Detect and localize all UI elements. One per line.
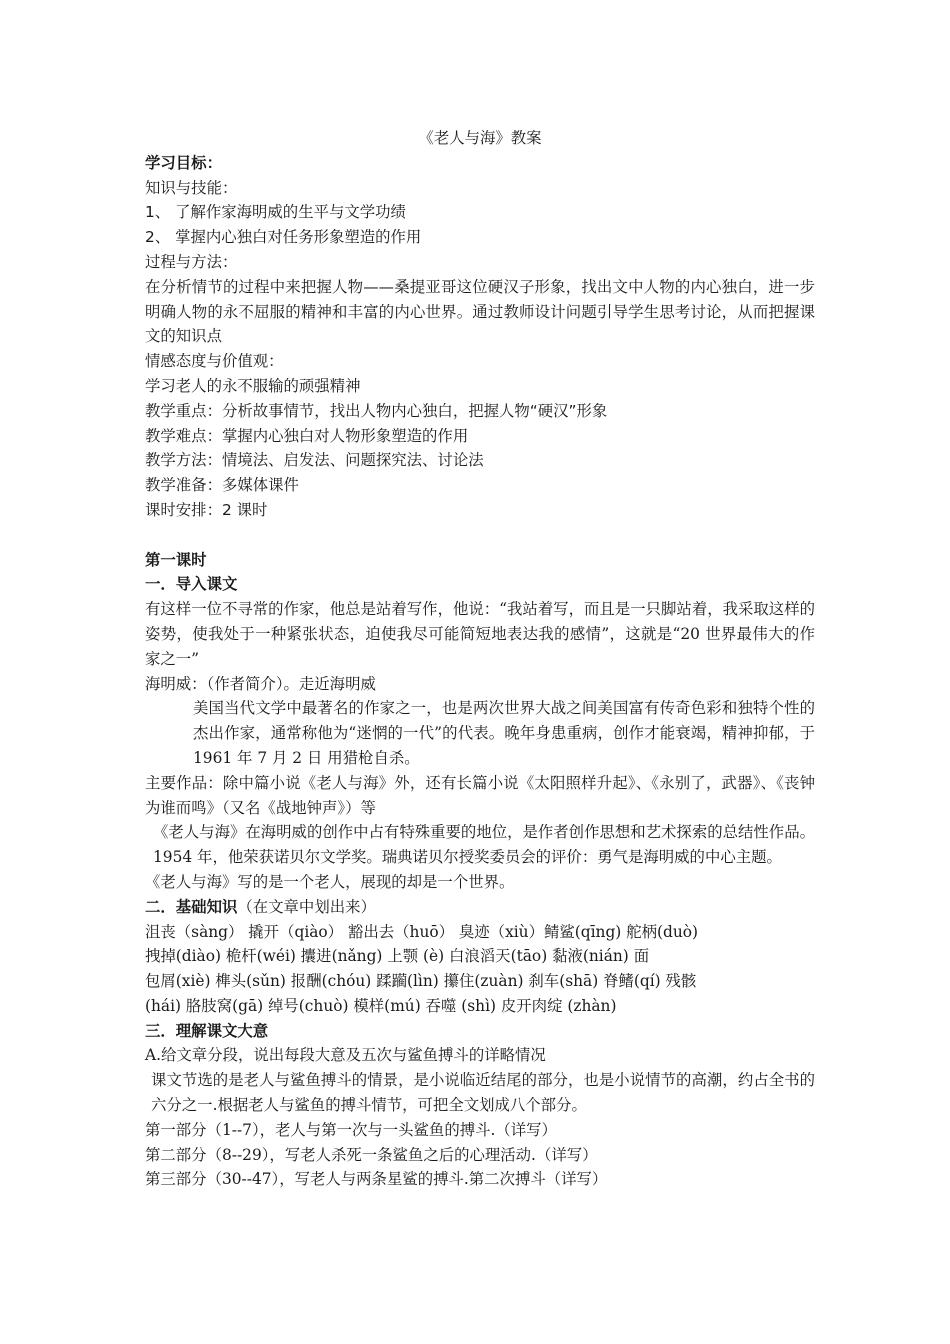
spacer xyxy=(145,523,815,548)
major-works: 主要作品：除中篇小说《老人与海》外，还有长篇小说《太阳照样升起》、《永别了，武器》、《丧钟为谁而鸣》（又名《战地钟声》）等 xyxy=(145,773,815,817)
intro-paragraph: 有这样一位不寻常的作家，他总是站着写作，他说：“我站着写，而且是一只脚站着，我采取这样的姿势，使我处于一种紧张状态，迫使我尽可能简短地表达我的感情”，这就是“20 世界最伟大的作家之一” xyxy=(145,600,815,668)
author-bio: 美国当代文学中最著名的作家之一，也是两次世界大战之间美国富有传奇色彩和独特个性的杰出作家，通常称他为“迷惘的一代”的代表。晚年身患重病，创作才能衰竭，精神抑郁，于 1961 年 7 月 2 日 用猎枪自杀。 xyxy=(193,699,815,767)
schedule: 课时安排：2 课时 xyxy=(145,500,268,519)
knowledge-item-1: 1、 了解作家海明威的生平与文学功绩 xyxy=(145,203,406,222)
section2-heading-line xyxy=(145,895,815,920)
section2-heading: 二．基础知识 xyxy=(145,897,238,916)
part-2: 第二部分（8--29），写老人杀死一条鲨鱼之后的心理活动.（详写） xyxy=(145,1145,598,1164)
author-line: 海明威：（作者简介）。走近海明威 xyxy=(145,674,376,693)
knowledge-item-2: 2、 掌握内心独白对任务形象塑造的作用 xyxy=(145,228,422,247)
document-page xyxy=(145,126,815,1192)
document-title: 《老人与海》教案 xyxy=(418,129,542,147)
emotion-text: 学习老人的永不服输的顽强精神 xyxy=(145,376,361,395)
vocab-line-3: 包屑(xiè) 榫头(sǔn) 报酬(chóu) 蹂躏(lìn) 攥住(zuàn) 刹车(shā) 脊鳍(qí) 残骸 xyxy=(145,972,697,991)
section3-heading: 三．理解课文大意 xyxy=(145,1021,269,1040)
process-text: 在分析情节的过程中来把握人物——桑提亚哥这位硬汉子形象，找出文中人物的内心独白，进一步明确人物的永不屈服的精神和丰富的内心世界。通过教师设计问题引导学生思考讨论，从而把握课文的知识点 xyxy=(145,277,815,346)
part-3: 第三部分（30--47），写老人与两条星鲨的搏斗.第二次搏斗（详写） xyxy=(145,1170,608,1189)
difficulty: 教学难点：掌握内心独白对人物形象塑造的作用 xyxy=(145,426,469,445)
section2-note: （在文章中划出来） xyxy=(237,897,376,916)
part-1: 第一部分（1--7），老人与第一次与一头鲨鱼的搏斗.（详写） xyxy=(145,1120,557,1139)
objectives-heading: 学习目标： xyxy=(145,153,222,172)
summary-line: 《老人与海》写的是一个老人，展现的却是一个世界。 xyxy=(145,872,515,891)
teaching-methods: 教学方法：情境法、启发法、问题探究法、讨论法 xyxy=(145,451,484,470)
lesson1-heading: 第一课时 xyxy=(145,550,207,569)
preparation: 教学准备：多媒体课件 xyxy=(145,476,299,495)
section1-heading: 一．导入课文 xyxy=(145,575,238,594)
process-label: 过程与方法： xyxy=(145,252,238,271)
vocab-line-4: (hái) 胳肢窝(gā) 绰号(chuò) 模样(mú) 吞噬 (shì) 皮开肉绽 (zhàn) xyxy=(145,996,617,1015)
key-point: 教学重点：分析故事情节，找出人物内心独白，把握人物“硬汉”形象 xyxy=(145,401,608,420)
vocab-line-1: 沮丧（sàng） 撬开（qiào） 豁出去（huō） 臭迹（xiù）鲭鲨(qīng) 舵柄(duò) xyxy=(145,922,699,941)
emotion-label: 情感态度与价值观： xyxy=(145,352,284,371)
knowledge-label: 知识与技能： xyxy=(145,178,238,197)
task-a-text: 课文节选的是老人与鲨鱼搏斗的情景，是小说临近结尾的部分，也是小说情节的高潮，约占全书的六分之一.根据老人与鲨鱼的搏斗情节，可把全文划成八个部分。 xyxy=(151,1071,815,1115)
work-status: 《老人与海》在海明威的创作中占有特殊重要的地位，是作者创作思想和艺术探索的总结性作品。1954 年，他荣获诺贝尔文学奖。瑞典诺贝尔授奖委员会的评价：勇气是海明威的中心主题。 xyxy=(153,823,815,867)
task-a: A.给文章分段，说出每段大意及五次与鲨鱼搏斗的详略情况 xyxy=(145,1046,546,1065)
vocab-line-2: 拽掉(diào) 桅杆(wéi) 攮进(nǎng) 上颚 (è) 白浪滔天(tāo) 黏液(nián) 面 xyxy=(145,947,650,966)
